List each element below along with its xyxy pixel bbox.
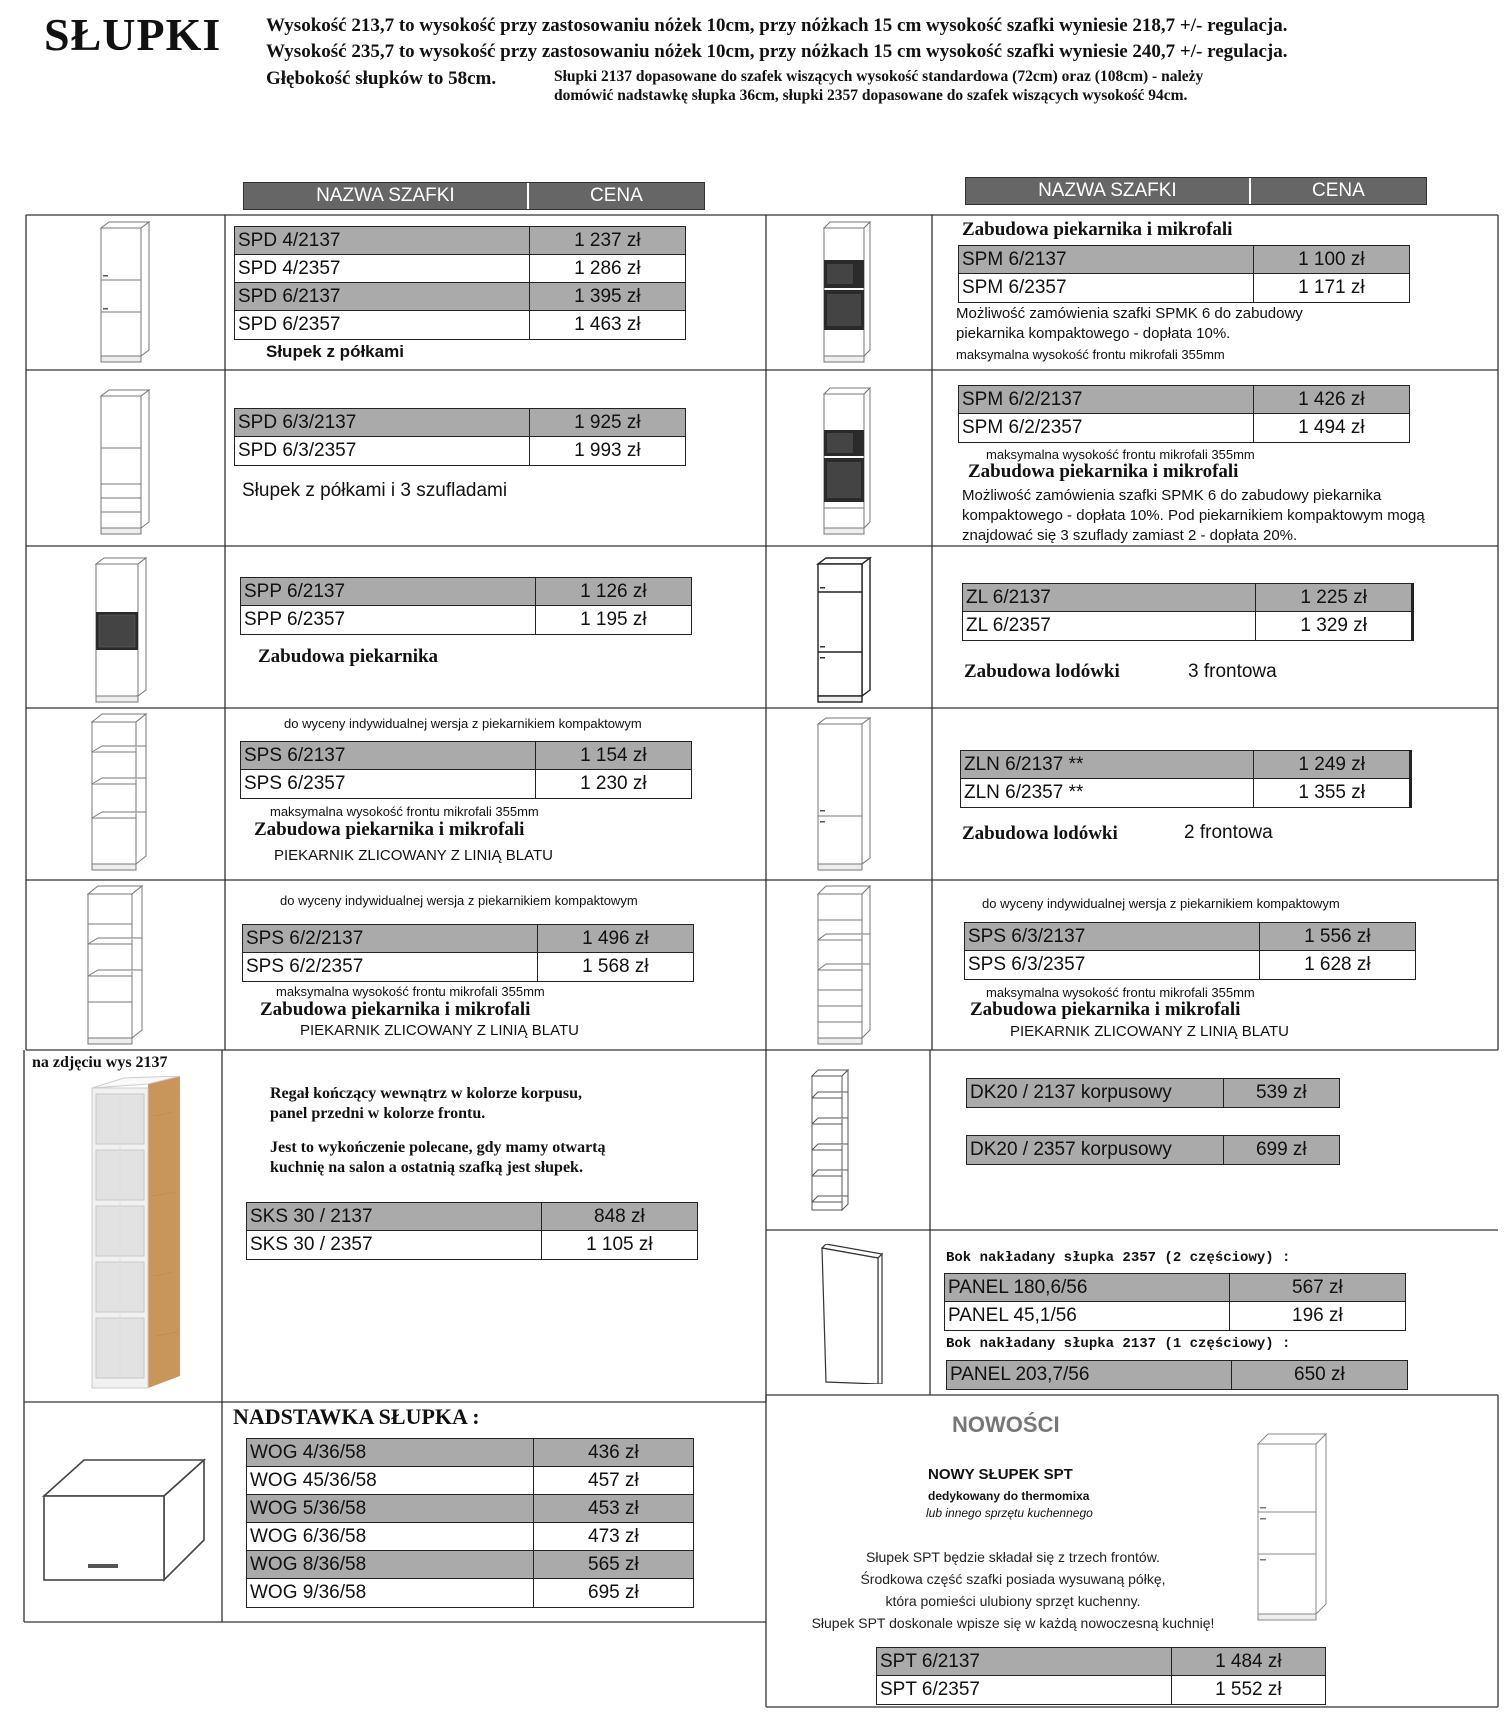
caption-zln: Zabudowa lodówki xyxy=(962,823,1118,844)
open-oven-cabinet-icon xyxy=(88,712,154,872)
price-table-sks xyxy=(246,1202,698,1260)
price-table-wog xyxy=(246,1438,694,1608)
table-row: SPD 4/2137 1 237 zł xyxy=(235,227,685,255)
note-sps6-top: do wyceny indywidualnej wersja z piekarnikiem kompaktowym xyxy=(284,716,642,731)
table-row: SPD 6/3/2357 1 993 zł xyxy=(235,437,685,465)
spt-desc: Słupek SPT będzie składał się z trzech frontów. Środkowa część szafki posiada wysuwaną półkę, która pomieści ulubiony sprzęt kuchenny. Słupek SPT doskonale wpisze się w każdą nowoczesną kuchnię! xyxy=(811,1549,1215,1631)
table-row: WOG 9/36/58 695 zł xyxy=(247,1579,693,1607)
caption-spm62: Zabudowa piekarnika i mikrofali xyxy=(968,461,1239,482)
spt-title: NOWY SŁUPEK SPT xyxy=(928,1466,1073,1483)
caption-sps62: Zabudowa piekarnika i mikrofali xyxy=(260,999,531,1020)
spm6-title: Zabudowa piekarnika i mikrofali xyxy=(962,219,1233,240)
sub-sps63: PIEKARNIK ZLICOWANY Z LINIĄ BLATU xyxy=(1010,1023,1289,1040)
spm62-note: maksymalna wysokość frontu mikrofali 355mm xyxy=(986,447,1255,462)
caption-spd4: Słupek z półkami xyxy=(266,342,404,361)
oven-cabinet-icon xyxy=(92,556,154,704)
wog-title: NADSTAWKA SŁUPKA : xyxy=(233,1404,480,1429)
table-row: WOG 4/36/58 436 zł xyxy=(247,1439,693,1467)
table-row: SPM 6/2/2137 1 426 zł xyxy=(959,386,1409,414)
table-row: SPS 6/3/2357 1 628 zł xyxy=(965,951,1415,979)
caption-zl: Zabudowa lodówki xyxy=(964,661,1120,682)
table-row: SPD 4/2357 1 286 zł xyxy=(235,255,685,283)
table-row: PANEL 45,1/56 196 zł xyxy=(945,1302,1405,1330)
table-row: ZL 6/2137 1 225 zł xyxy=(963,584,1411,612)
table-row: PANEL 180,6/56 567 zł xyxy=(945,1274,1405,1302)
note-sps63-mw: maksymalna wysokość frontu mikrofali 355mm xyxy=(986,985,1255,1000)
table-row: PANEL 203,7/56 650 zł xyxy=(947,1361,1407,1389)
fronts-zl: 3 frontowa xyxy=(1188,661,1277,682)
table-row: ZLN 6/2137 ** 1 249 zł xyxy=(961,751,1409,779)
price-table-panel-2357 xyxy=(944,1273,1406,1331)
price-table-zl xyxy=(962,583,1414,641)
oven-microwave-cabinet-drawers-icon xyxy=(818,386,878,538)
note-sps62-top: do wyceny indywidualnej wersja z piekarnikiem kompaktowym xyxy=(280,893,638,908)
price-table-spm6 xyxy=(958,245,1410,303)
note-sps63-top: do wyceny indywidualnej wersja z piekarnikiem kompaktowym xyxy=(982,896,1340,911)
tall-cabinet-drawers-icon xyxy=(95,388,155,538)
table-row: WOG 8/36/58 565 zł xyxy=(247,1551,693,1579)
fridge-cabinet-2-front-icon xyxy=(814,716,876,872)
photo-label: na zdjęciu wys 2137 xyxy=(32,1054,168,1071)
price-table-dk-2357 xyxy=(966,1135,1340,1165)
table-row: SPD 6/2137 1 395 zł xyxy=(235,283,685,311)
spm6-note1: Możliwość zamówienia szafki SPMK 6 do zabudowy xyxy=(956,305,1303,322)
table-row: ZLN 6/2357 ** 1 355 zł xyxy=(961,779,1409,807)
spt-sub1: dedykowany do thermomixa xyxy=(928,1489,1090,1503)
spt-cabinet-icon xyxy=(1252,1432,1332,1622)
table-row: SPS 6/3/2137 1 556 zł xyxy=(965,923,1415,951)
spm6-note3: maksymalna wysokość frontu mikrofali 355mm xyxy=(956,347,1225,362)
price-table-zln xyxy=(960,750,1412,808)
badge-new: NOWOŚCI xyxy=(952,1412,1060,1437)
tall-cabinet-icon xyxy=(95,220,155,365)
header-line-2: Wysokość 235,7 to wysokość przy zastosowaniu nóżek 10cm, przy nóżkach 15 cm wysokość szafki wyniesie 240,7 +/- regulacja. xyxy=(266,41,1288,62)
table-row: SPT 6/2137 1 484 zł xyxy=(877,1648,1325,1676)
price-table-spp xyxy=(240,577,692,635)
page-title: SŁUPKI xyxy=(44,9,222,60)
price-table-sps63 xyxy=(964,922,1416,980)
name-column-header: NAZWA SZAFKI xyxy=(966,178,1251,204)
table-row: SPP 6/2137 1 126 zł xyxy=(241,578,691,606)
name-column-header: NAZWA SZAFKI xyxy=(244,183,529,209)
table-row: SPS 6/2357 1 230 zł xyxy=(241,770,691,798)
header-line-1: Wysokość 213,7 to wysokość przy zastosowaniu nóżek 10cm, przy nóżkach 15 cm wysokość szafki wyniesie 218,7 +/- regulacja. xyxy=(266,15,1288,36)
price-table-sps62 xyxy=(242,924,694,982)
fronts-zln: 2 frontowa xyxy=(1184,822,1273,843)
price-table-spd63 xyxy=(234,408,686,466)
side-panel-icon xyxy=(818,1244,890,1384)
table-row: DK20 / 2357 korpusowy 699 zł xyxy=(967,1136,1339,1164)
caption-spp: Zabudowa piekarnika xyxy=(258,646,439,667)
caption-sps6: Zabudowa piekarnika i mikrofali xyxy=(254,819,525,840)
price-table-dk-2137 xyxy=(966,1078,1340,1108)
spm6-note2: piekarnika kompaktowego - dopłata 10%. xyxy=(956,325,1231,342)
table-row: SPP 6/2357 1 195 zł xyxy=(241,606,691,634)
price-table-sps6 xyxy=(240,741,692,799)
table-row: DK20 / 2137 korpusowy 539 zł xyxy=(967,1079,1339,1107)
sub-sps62: PIEKARNIK ZLICOWANY Z LINIĄ BLATU xyxy=(300,1022,579,1039)
caption-spd63: Słupek z półkami i 3 szufladami xyxy=(242,480,508,501)
oven-microwave-cabinet-icon xyxy=(818,220,878,365)
table-row: WOG 5/36/58 453 zł xyxy=(247,1495,693,1523)
table-row: SPS 6/2/2137 1 496 zł xyxy=(243,925,693,953)
table-row: WOG 6/36/58 473 zł xyxy=(247,1523,693,1551)
spm62-desc: Możliwość zamówienia szafki SPMK 6 do zabudowy piekarnika kompaktowego - dopłata 10%. Pod piekarnikiem kompaktowym mogą znajdować się 3 szuflady zamiast 2 - dopłata 20%. xyxy=(962,487,1425,544)
price-table-spm62 xyxy=(958,385,1410,443)
wall-cabinet-icon xyxy=(40,1456,210,1586)
sks-desc: Regał kończący wewnątrz w kolorze korpusu, panel przedni w kolorze frontu. Jest to wykończenie polecane, gdy mamy otwartą kuchnię na salon a ostatnią szafką jest słupek. xyxy=(270,1085,606,1176)
table-row: ZL 6/2357 1 329 zł xyxy=(963,612,1411,640)
table-row: SPS 6/2137 1 154 zł xyxy=(241,742,691,770)
price-table-spt xyxy=(876,1647,1326,1705)
shelf-unit-photo xyxy=(88,1076,188,1394)
sub-sps6: PIEKARNIK ZLICOWANY Z LINIĄ BLATU xyxy=(274,847,553,864)
table-row: SKS 30 / 2357 1 105 zł xyxy=(247,1231,697,1259)
table-row: SPD 6/2357 1 463 zł xyxy=(235,311,685,339)
open-oven-cabinet-drawers-icon xyxy=(84,884,150,1046)
panel-title-2137: Bok nakładany słupka 2137 (1 częściowy) : xyxy=(946,1336,1291,1352)
table-row: SPD 6/3/2137 1 925 zł xyxy=(235,409,685,437)
table-row: SPM 6/2137 1 100 zł xyxy=(959,246,1409,274)
caption-sps63: Zabudowa piekarnika i mikrofali xyxy=(970,999,1241,1020)
header-note-2: domówić nadstawkę słupka 36cm, słupki 2357 dopasowane do szafek wiszących wysokość 94cm. xyxy=(554,87,1188,104)
open-shelf-column-icon xyxy=(808,1068,858,1218)
table-row: SPM 6/2/2357 1 494 zł xyxy=(959,414,1409,442)
price-table-spd4 xyxy=(234,226,686,340)
table-row: SPT 6/2357 1 552 zł xyxy=(877,1676,1325,1704)
open-oven-cabinet-3-drawers-icon xyxy=(814,884,878,1046)
fridge-cabinet-3-front-icon xyxy=(814,556,876,704)
price-column-header: CENA xyxy=(589,185,643,206)
price-table-panel-2137 xyxy=(946,1360,1408,1390)
spt-sub2: lub innego sprzętu kuchennego xyxy=(926,1506,1093,1520)
table-row: SKS 30 / 2137 848 zł xyxy=(247,1203,697,1231)
note-sps62-mw: maksymalna wysokość frontu mikrofali 355mm xyxy=(276,984,545,999)
panel-title-2357: Bok nakładany słupka 2357 (2 częściowy) : xyxy=(946,1250,1291,1266)
table-row: SPM 6/2357 1 171 zł xyxy=(959,274,1409,302)
header-line-3: Głębokość słupków to 58cm. xyxy=(266,68,497,89)
table-row: SPS 6/2/2357 1 568 zł xyxy=(243,953,693,981)
price-column-header: CENA xyxy=(1311,180,1365,201)
table-row: WOG 45/36/58 457 zł xyxy=(247,1467,693,1495)
header-note-1: Słupki 2137 dopasowane do szafek wiszących wysokość standardowa (72cm) oraz (108cm) - należy xyxy=(554,68,1204,85)
note-sps6-mw: maksymalna wysokość frontu mikrofali 355mm xyxy=(270,804,539,819)
